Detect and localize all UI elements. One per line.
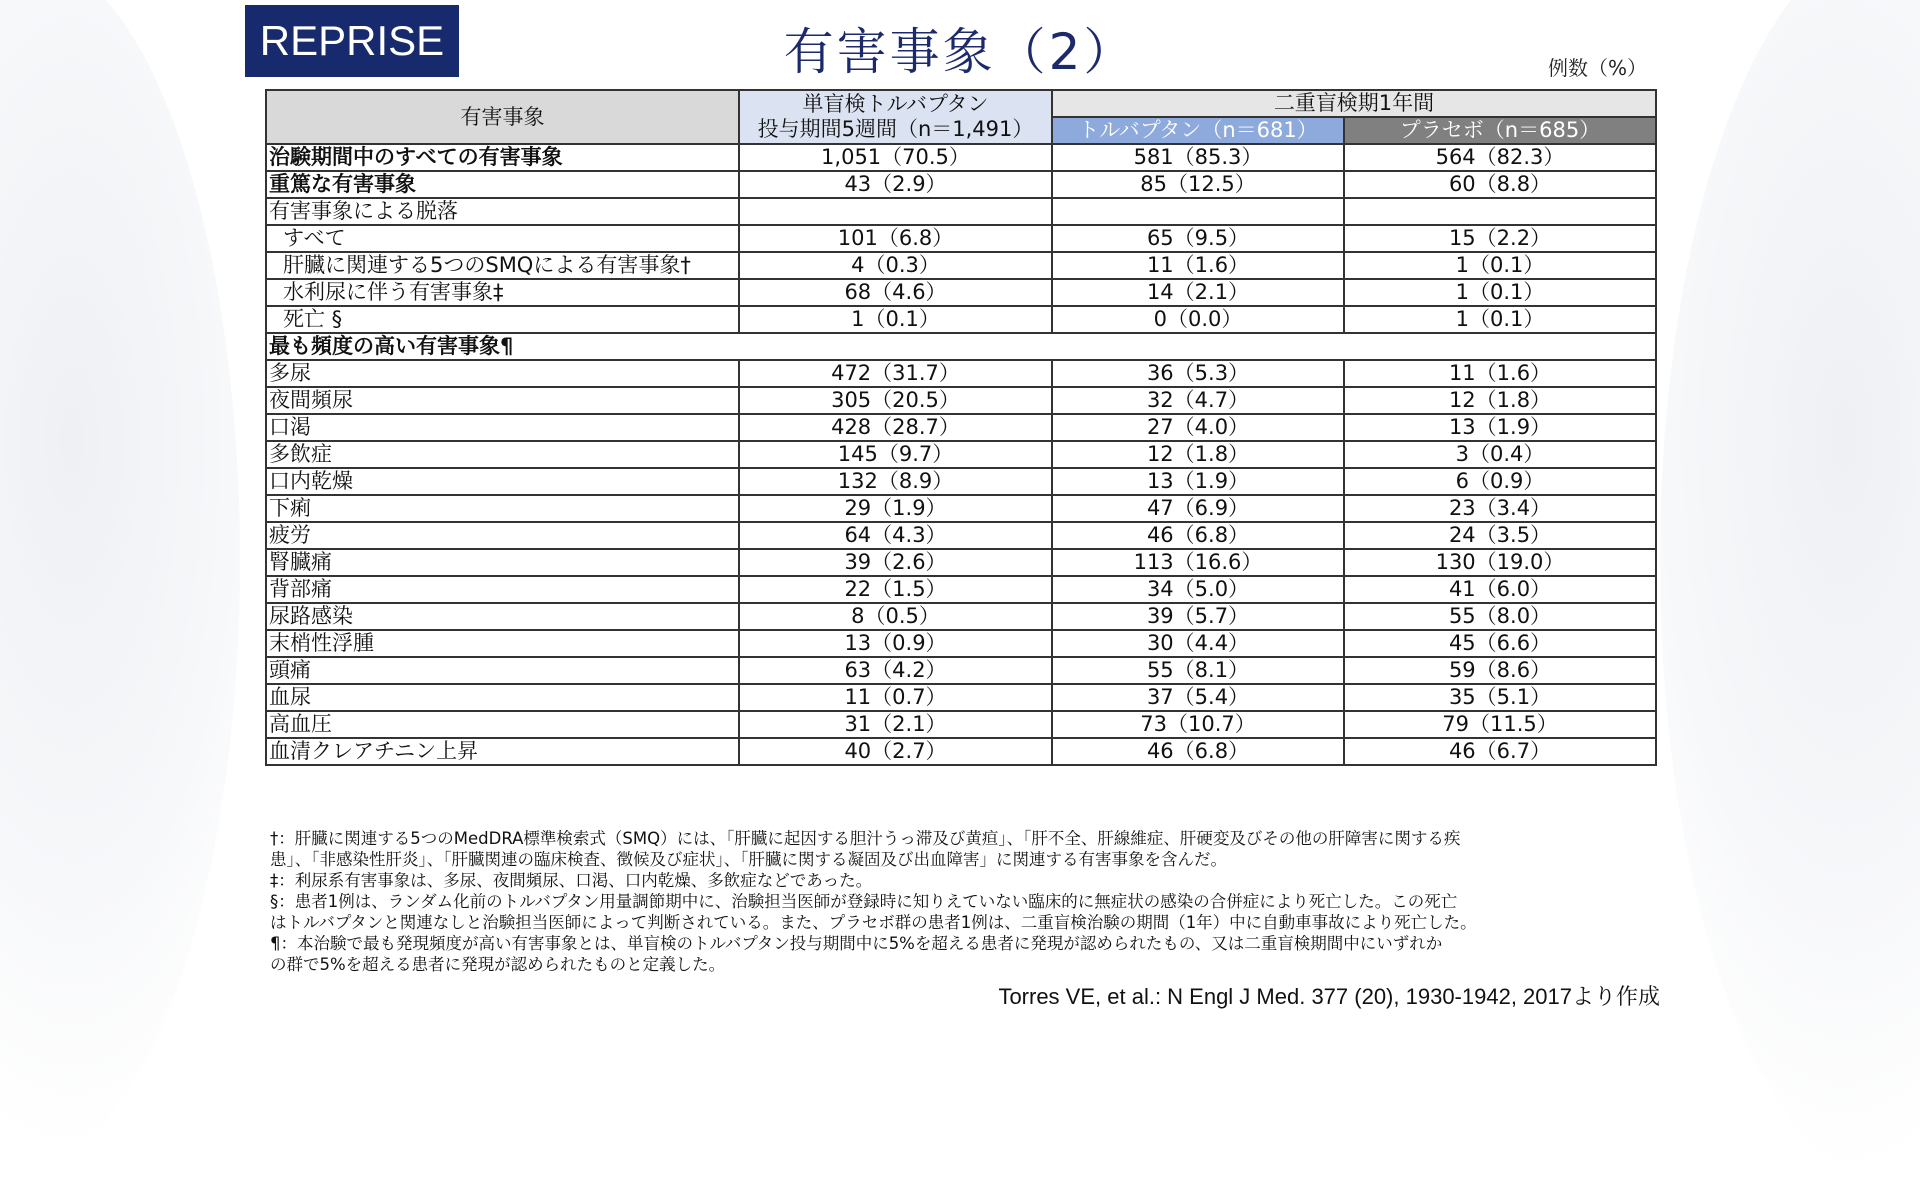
row-label: 死亡 § [266, 306, 739, 333]
table-row [266, 252, 1656, 279]
tolvaptan-value: 30（4.4） [1052, 630, 1344, 657]
placebo-value: 60（8.8） [1344, 171, 1656, 198]
tolvaptan-value: 85（12.5） [1052, 171, 1344, 198]
table-row [266, 414, 1656, 441]
table-row [266, 360, 1656, 387]
placebo-value: 1（0.1） [1344, 306, 1656, 333]
footnote-dagger-line1: †：肝臓に関連する5つのMedDRA標準検索式（SMQ）には、「肝臓に起因する胆汁うっ滞及び黄疸」、「肝不全、肝線維症、肝硬変及びその他の肝障害に関する疾 [270, 829, 1461, 848]
study-badge: REPRISE [245, 5, 459, 77]
row-label: 背部痛 [266, 576, 739, 603]
single-blind-value: 305（20.5） [739, 387, 1052, 414]
tolvaptan-value: 55（8.1） [1052, 657, 1344, 684]
tolvaptan-value: 39（5.7） [1052, 603, 1344, 630]
tolvaptan-value: 47（6.9） [1052, 495, 1344, 522]
placebo-value: 46（6.7） [1344, 738, 1656, 765]
row-label: 有害事象による脱落 [266, 198, 739, 225]
footnote-section-line1: §：患者1例は、ランダム化前のトルバプタン用量調節期中に、治験担当医師が登録時に知りえていない臨床的に無症状の感染の合併症により死亡した。この死亡 [270, 892, 1458, 911]
placebo-value: 45（6.6） [1344, 630, 1656, 657]
table-row [266, 711, 1656, 738]
single-blind-value: 29（1.9） [739, 495, 1052, 522]
row-label: 重篤な有害事象 [266, 171, 739, 198]
footnotes [270, 828, 1650, 975]
table-row [266, 495, 1656, 522]
row-label: すべて [266, 225, 739, 252]
table-row [266, 549, 1656, 576]
table-row [266, 630, 1656, 657]
section-label: 最も頻度の高い有害事象¶ [266, 333, 1656, 360]
placebo-value: 35（5.1） [1344, 684, 1656, 711]
single-blind-value: 1（0.1） [739, 306, 1052, 333]
single-blind-value: 145（9.7） [739, 441, 1052, 468]
placebo-value [1344, 198, 1656, 225]
placebo-value: 79（11.5） [1344, 711, 1656, 738]
table-row [266, 657, 1656, 684]
placebo-value: 41（6.0） [1344, 576, 1656, 603]
page-title: 有害事象（2） [783, 23, 1137, 81]
row-label: 多飲症 [266, 441, 739, 468]
tolvaptan-value: 11（1.6） [1052, 252, 1344, 279]
single-blind-value: 4（0.3） [739, 252, 1052, 279]
placebo-value: 23（3.4） [1344, 495, 1656, 522]
row-label: 口渇 [266, 414, 739, 441]
placebo-value: 1（0.1） [1344, 252, 1656, 279]
single-blind-value: 40（2.7） [739, 738, 1052, 765]
table-row [266, 603, 1656, 630]
header-single-blind-line1: 単盲検トルバプタン [802, 92, 989, 116]
placebo-value: 1（0.1） [1344, 279, 1656, 306]
tolvaptan-value: 12（1.8） [1052, 441, 1344, 468]
footnote-pilcrow-line1: ¶：本治験で最も発現頻度が高い有害事象とは、単盲検のトルバプタン投与期間中に5%を超える患者に発現が認められたもの、又は二重盲検期間中にいずれか [270, 934, 1443, 953]
table-row [266, 225, 1656, 252]
header-single-blind-line2: 投与期間5週間（n＝1,491） [757, 117, 1034, 141]
header-single-blind [739, 90, 1052, 144]
row-label: 腎臓痛 [266, 549, 739, 576]
placebo-value: 6（0.9） [1344, 468, 1656, 495]
tolvaptan-value [1052, 198, 1344, 225]
table-row [266, 441, 1656, 468]
row-label: 治験期間中のすべての有害事象 [266, 144, 739, 171]
header-double-blind: 二重盲検期1年間 [1052, 90, 1656, 117]
table-row [266, 279, 1656, 306]
single-blind-value: 39（2.6） [739, 549, 1052, 576]
table-row [266, 468, 1656, 495]
single-blind-value: 1,051（70.5） [739, 144, 1052, 171]
tolvaptan-value: 581（85.3） [1052, 144, 1344, 171]
single-blind-value: 472（31.7） [739, 360, 1052, 387]
footnote-section-line2: はトルバプタンと関連なしと治験担当医師によって判断されている。また、プラセボ群の患者1例は、二重盲検治験の期間（1年）中に自動車事故により死亡した。 [270, 913, 1477, 932]
tolvaptan-value: 46（6.8） [1052, 522, 1344, 549]
footnote-double-dagger: ‡：利尿系有害事象は、多尿、夜間頻尿、口渇、口内乾燥、多飲症などであった。 [270, 871, 873, 890]
table-row [266, 738, 1656, 765]
tolvaptan-value: 34（5.0） [1052, 576, 1344, 603]
placebo-value: 11（1.6） [1344, 360, 1656, 387]
header-adverse-event: 有害事象 [266, 90, 739, 144]
header-tolvaptan: トルバプタン（n＝681） [1052, 117, 1344, 144]
tolvaptan-value: 73（10.7） [1052, 711, 1344, 738]
table-row-section [266, 333, 1656, 360]
placebo-value: 130（19.0） [1344, 549, 1656, 576]
single-blind-value: 63（4.2） [739, 657, 1052, 684]
adverse-events-table [265, 89, 1657, 766]
row-label: 下痢 [266, 495, 739, 522]
row-label: 口内乾燥 [266, 468, 739, 495]
tolvaptan-value: 46（6.8） [1052, 738, 1344, 765]
placebo-value: 564（82.3） [1344, 144, 1656, 171]
row-label: 水利尿に伴う有害事象‡ [266, 279, 739, 306]
row-label: 末梢性浮腫 [266, 630, 739, 657]
row-label: 尿路感染 [266, 603, 739, 630]
single-blind-value: 68（4.6） [739, 279, 1052, 306]
table-row [266, 198, 1656, 225]
tolvaptan-value: 113（16.6） [1052, 549, 1344, 576]
table-row [266, 144, 1656, 171]
tolvaptan-value: 37（5.4） [1052, 684, 1344, 711]
header-placebo: プラセボ（n＝685） [1344, 117, 1656, 144]
table-row [266, 171, 1656, 198]
single-blind-value [739, 198, 1052, 225]
tolvaptan-value: 36（5.3） [1052, 360, 1344, 387]
table-row [266, 306, 1656, 333]
placebo-value: 3（0.4） [1344, 441, 1656, 468]
single-blind-value: 101（6.8） [739, 225, 1052, 252]
placebo-value: 12（1.8） [1344, 387, 1656, 414]
single-blind-value: 11（0.7） [739, 684, 1052, 711]
tolvaptan-value: 13（1.9） [1052, 468, 1344, 495]
tolvaptan-value: 27（4.0） [1052, 414, 1344, 441]
row-label: 夜間頻尿 [266, 387, 739, 414]
footnote-pilcrow-line2: の群で5%を超える患者に発現が認められたものと定義した。 [270, 955, 726, 974]
placebo-value: 59（8.6） [1344, 657, 1656, 684]
table-row [266, 576, 1656, 603]
row-label: 肝臓に関連する5つのSMQによる有害事象† [266, 252, 739, 279]
placebo-value: 15（2.2） [1344, 225, 1656, 252]
row-label: 疲労 [266, 522, 739, 549]
row-label: 頭痛 [266, 657, 739, 684]
tolvaptan-value: 65（9.5） [1052, 225, 1344, 252]
tolvaptan-value: 14（2.1） [1052, 279, 1344, 306]
placebo-value: 24（3.5） [1344, 522, 1656, 549]
single-blind-value: 22（1.5） [739, 576, 1052, 603]
footnote-dagger-line2: 患」、「非感染性肝炎」、「肝臓関連の臨床検査、徴候及び症状」、「肝臓に関する凝固及び出血障害」に関連する有害事象を含んだ。 [270, 850, 1227, 869]
tolvaptan-value: 32（4.7） [1052, 387, 1344, 414]
placebo-value: 55（8.0） [1344, 603, 1656, 630]
table-row [266, 684, 1656, 711]
single-blind-value: 31（2.1） [739, 711, 1052, 738]
single-blind-value: 64（4.3） [739, 522, 1052, 549]
unit-label: 例数（%） [1548, 56, 1648, 80]
row-label: 血清クレアチニン上昇 [266, 738, 739, 765]
row-label: 高血圧 [266, 711, 739, 738]
single-blind-value: 132（8.9） [739, 468, 1052, 495]
row-label: 多尿 [266, 360, 739, 387]
tolvaptan-value: 0（0.0） [1052, 306, 1344, 333]
single-blind-value: 13（0.9） [739, 630, 1052, 657]
table-row [266, 522, 1656, 549]
single-blind-value: 8（0.5） [739, 603, 1052, 630]
row-label: 血尿 [266, 684, 739, 711]
single-blind-value: 43（2.9） [739, 171, 1052, 198]
citation: Torres VE, et al.: N Engl J Med. 377 (20), 1930-1942, 2017より作成 [998, 984, 1660, 1009]
placebo-value: 13（1.9） [1344, 414, 1656, 441]
single-blind-value: 428（28.7） [739, 414, 1052, 441]
table-row [266, 387, 1656, 414]
